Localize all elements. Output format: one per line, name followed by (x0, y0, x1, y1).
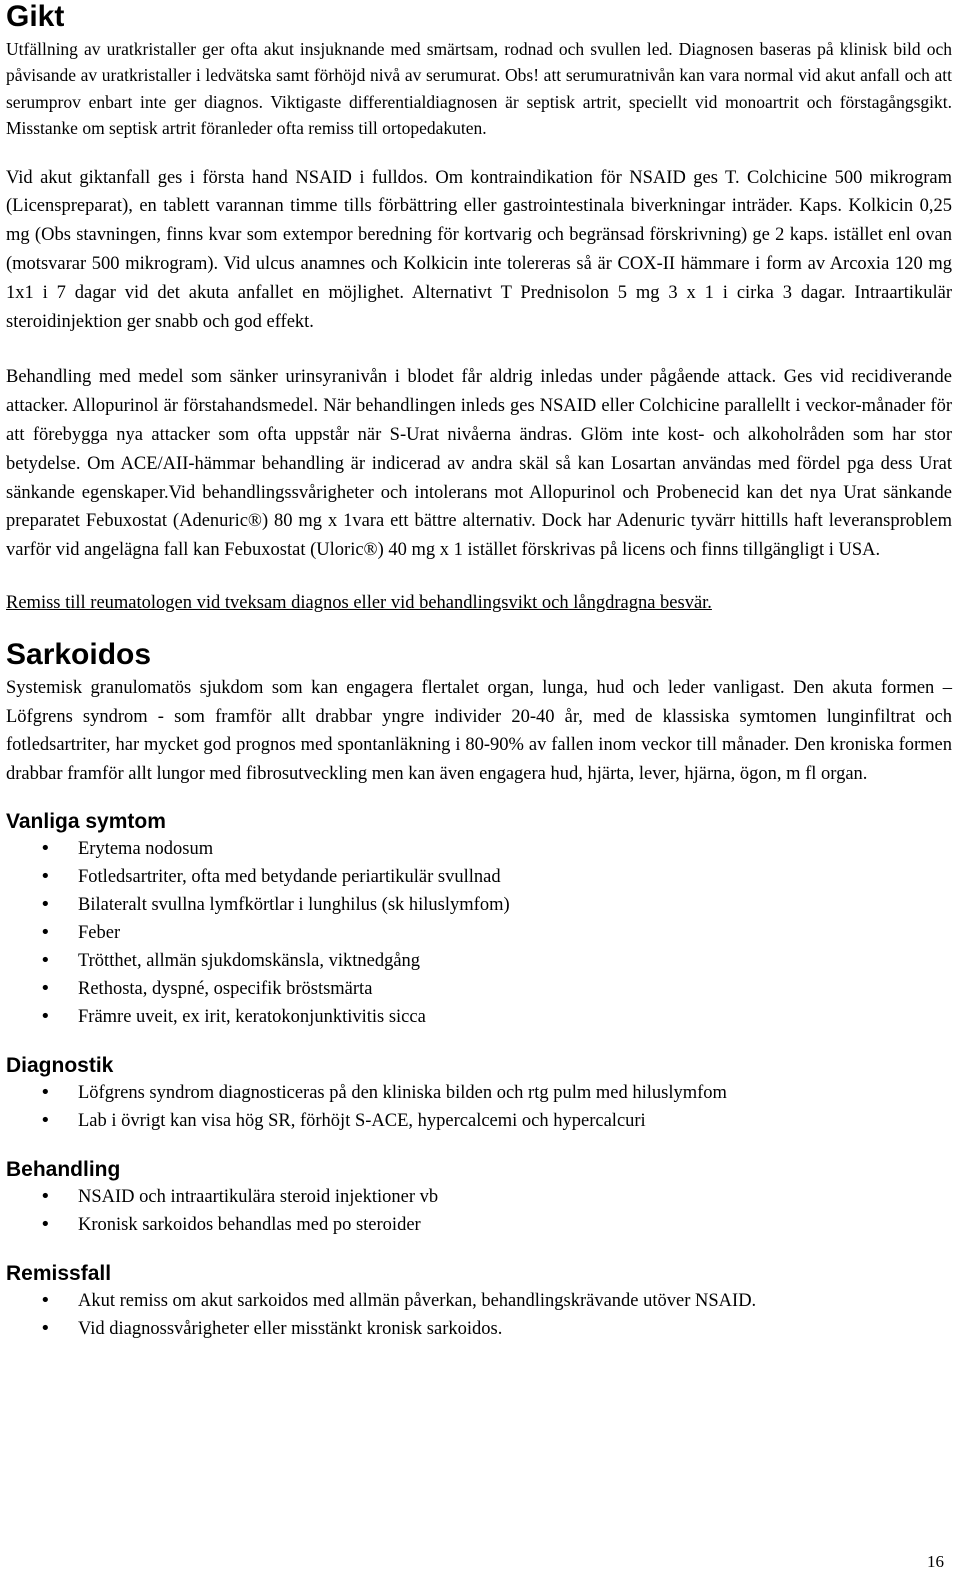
section-heading-behandling: Behandling (6, 1157, 121, 1181)
sarkoidos-heading: Sarkoidos (6, 637, 152, 671)
list-item: • Erytema nodosum (6, 835, 952, 863)
gikt-paragraph-1: Utfällning av uratkristaller ger ofta akut insjuknande med smärtsam, rodnad och svullen led. Diagnosen baseras på klinisk bild och påvisande av uratkristaller i ledvätska samt förhöjd nivå av serumurat. Obs! att serumuratnivån kan vara normal vid akut anfall och att serumprov enbart inte ger diagnos. Viktigaste differentialdiagnosen är septisk artrit, speciellt vid monoartrit och förstagångsgikt. Misstanke om septisk artrit föranleder ofta remiss till ortopedakuten. (6, 39, 952, 139)
list-item: • Vid diagnossvårigheter eller misstänkt kronisk sarkoidos. (6, 1315, 952, 1343)
section-heading-diagnostik: Diagnostik (6, 1053, 114, 1077)
gikt-paragraph-2: Vid akut giktanfall ges i första hand NSAID i fulldos. Om kontraindikation för NSAID ges T. Colchicine 500 mikrogram (Licenspreparat), en tablett varannan timme tills förbättring eller gastrointestinala biverkningar inträder. Kaps. Kolkicin 0,25 mg (Obs stavningen, finns kvar som extempor beredning för kortvarig och begränsad förskrivning) ge 2 kaps. istället enl ovan (motsvarar 500 mikrogram). Vid ulcus anamnes och Kolkicin inte tolereras så är COX-II hämmare i form av Arcoxia 120 mg 1x1 i 7 dagar vid det akuta anfallet en möjlighet. Alternativt T Prednisolon 5 mg 3 x 1 i cirka 3 dagar. Intraartikulär steroidinjektion ger snabb och god effekt. (6, 167, 952, 332)
section-heading-remissfall: Remissfall (6, 1261, 112, 1285)
page-number: 16 (927, 1552, 944, 1571)
behandling-list (6, 1183, 952, 1239)
list-item: • Bilateralt svullna lymfkörtlar i lunghilus (sk hiluslymfom) (6, 891, 952, 919)
list-item: • Lab i övrigt kan visa hög SR, förhöjt S-ACE, hypercalcemi och hypercalcuri (6, 1107, 952, 1135)
list-item: • Fotledsartriter, ofta med betydande periartikulär svullnad (6, 863, 952, 891)
list-item: • Främre uveit, ex irit, keratokonjunktivitis sicca (6, 1003, 952, 1031)
section-heading-vanliga-symtom: Vanliga symtom (6, 809, 166, 833)
gikt-remiss-note: Remiss till reumatologen vid tveksam diagnos eller vid behandlingsvikt och långdragna besvär. (6, 592, 712, 613)
page-content (6, 0, 952, 1343)
list-item: • Akut remiss om akut sarkoidos med allmän påverkan, behandlingskrävande utöver NSAID. (6, 1287, 952, 1315)
list-item: • Kronisk sarkoidos behandlas med po steroider (6, 1211, 952, 1239)
remissfall-list (6, 1287, 952, 1343)
vanliga-symtom-list (6, 835, 952, 1031)
list-item: • Trötthet, allmän sjukdomskänsla, viktnedgång (6, 947, 952, 975)
list-item: • Feber (6, 919, 952, 947)
gikt-paragraph-3: Behandling med medel som sänker urinsyranivån i blodet får aldrig inledas under pågående attack. Ges vid recidiverande attacker. Allopurinol är förstahandsmedel. När behandlingen inleds ges NSAID eller Colchicine parallellt i veckor-månader för att förebygga nya attacker som ofta uppstår när S-Urat nivåerna ändras. Glöm inte kost- och alkoholråden som har stor betydelse. Om ACE/AII-hämmar behandling är indicerad av andra skäl så kan Losartan användas med fördel pga dess Urat sänkande egenskaper.Vid behandlingssvårigheter och intolerans mot Allopurinol och Probenecid kan det nya Urat sänkande preparatet Febuxostat (Adenuric®) 80 mg x 1vara ett bättre alternativ. Dock har Adenuric tyvärr hittills haft leveransproblem varför vid angelägna fall kan Febuxostat (Uloric®) 40 mg x 1 istället förskrivas på licens och finns tillgängligt i USA. (6, 367, 952, 561)
sarkoidos-intro: Systemisk granulomatös sjukdom som kan engagera flertalet organ, lunga, hud och leder vanligast. Den akuta formen – Löfgrens syndrom - som framför allt drabbar yngre individer 20-40 år, med de klassiska symtomen lunginfiltrat och fotledsartriter, har mycket god prognos med spontanläkning i 80-90% av fallen inom veckor till månader. Den kroniska formen drabbar framför allt lungor med fibrosutveckling men kan även engagera hud, hjärta, lever, hjärna, ögon, m fl organ. (6, 677, 952, 785)
list-item: • Löfgrens syndrom diagnosticeras på den kliniska bilden och rtg pulm med hiluslymfom (6, 1079, 952, 1107)
gikt-heading: Gikt (6, 0, 65, 33)
list-item: • NSAID och intraartikulära steroid injektioner vb (6, 1183, 952, 1211)
diagnostik-list (6, 1079, 952, 1135)
list-item: • Rethosta, dyspné, ospecifik bröstsmärta (6, 975, 952, 1003)
